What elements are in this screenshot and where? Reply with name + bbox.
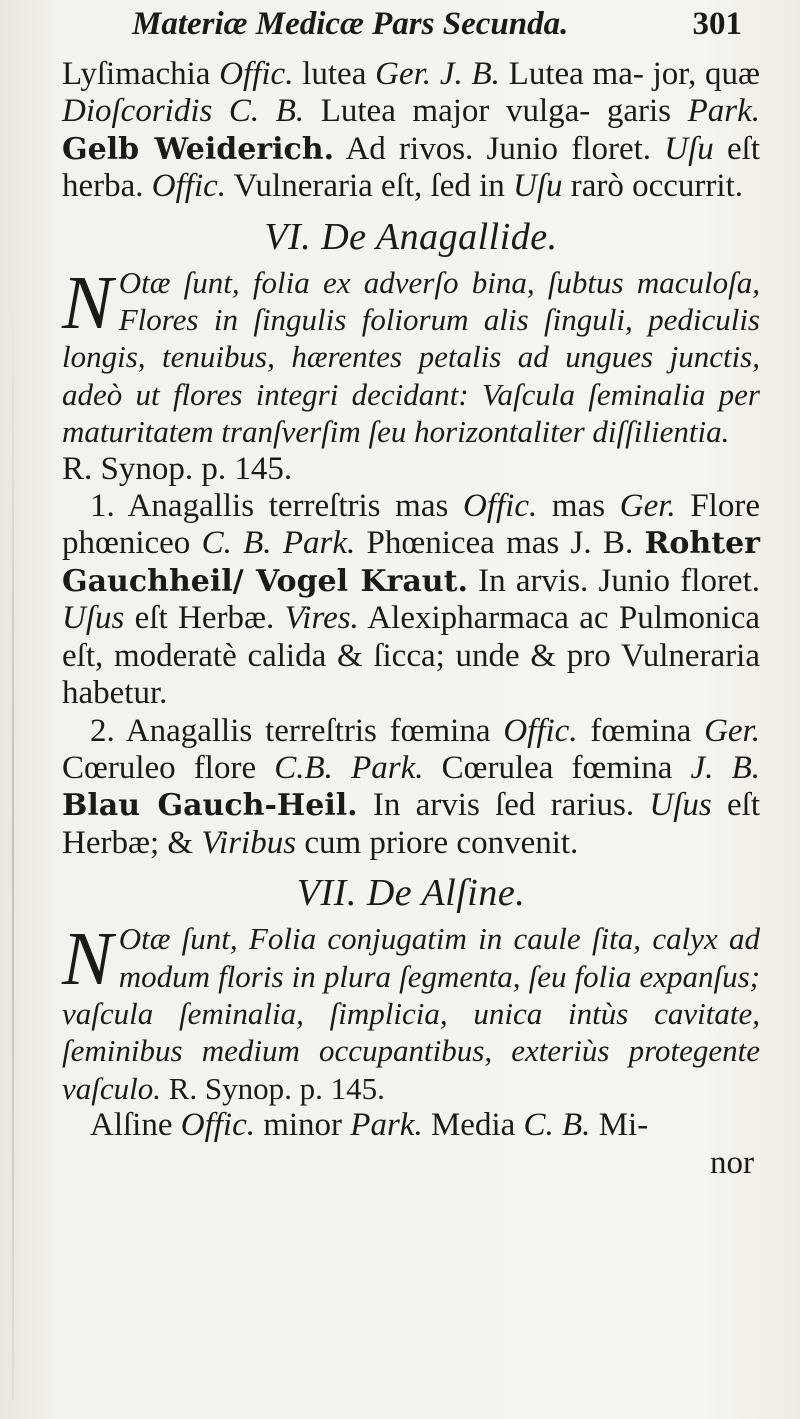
drop-cap: N <box>62 917 113 1002</box>
drop-cap: N <box>62 260 113 345</box>
running-head <box>62 0 760 56</box>
gutter-shadow <box>12 300 14 1400</box>
lysimachia-paragraph: Lyſimachia Offic. lutea Ger. J. B. Lutea ma- jor, quæ Dioſcoridis C. B. Lutea major vulga- garis Park. Gelb Weiderich. Ad rivos. Junio floret. Uſu eſt herba. Offic. Vulneraria eſt, ſed in Uſu rarò occurrit. <box>62 56 761 205</box>
page-number: 301 <box>692 6 742 42</box>
section-heading-anagallis: VI. De Anagallide. <box>264 215 558 258</box>
catchword: nor <box>710 1144 754 1181</box>
anagallis-notes: N Otæ ſunt, folia ex adverſo bina, ſubtus maculoſa, Flores in ſingulis foliorum alis ſinguli, pediculis longis, tenuibus, hærentes petalis ad ungues junctis, adeò ut flores integri decidant: Vaſcula ſeminalia per maturitatem tranſverſim ſeu horizontaliter diſſilientia. <box>62 260 760 450</box>
anagallis-item-1: 1. Anagallis terreſtris mas Offic. mas Ger. Flore phœniceo C. B. Park. Phœnicea mas J. B. Rohter Gauchheil/ Vogel Kraut. In arvis. Junio floret. Uſus eſt Herbæ. Vires. Alexipharmaca ac Pulmonica eſt, moderatè calida & ſicca; unde & pro Vulneraria habetur. <box>62 488 761 712</box>
alsine-item-1: Alſine Offic. minor Park. Media C. B. Mi- <box>90 1107 649 1144</box>
running-title: Materiæ Medicæ Pars Secunda. <box>132 6 569 42</box>
alsine-notes: N Otæ ſunt, Folia conjugatim in caule ſita, calyx ad modum floris in plura ſegmenta, ſeu folia expanſus; vaſcula ſeminalia, ſimplicia, unica intùs cavitate, ſeminibus medium occupantibus, exteriùs protegente vaſculo. R. Synop. p. 145. <box>62 917 760 1106</box>
anagallis-reference: R. Synop. p. 145. <box>62 450 293 487</box>
anagallis-item-2: 2. Anagallis terreſtris fœmina Offic. fœmina Ger. Cœruleo flore C.B. Park. Cœrulea fœmina J. B. Blau Gauch-Heil. In arvis ſed rarius. Uſus eſt Herbæ; & Viribus cum priore convenit. <box>62 712 760 861</box>
section-heading-alsine: VII. De Alſine. <box>296 872 526 915</box>
